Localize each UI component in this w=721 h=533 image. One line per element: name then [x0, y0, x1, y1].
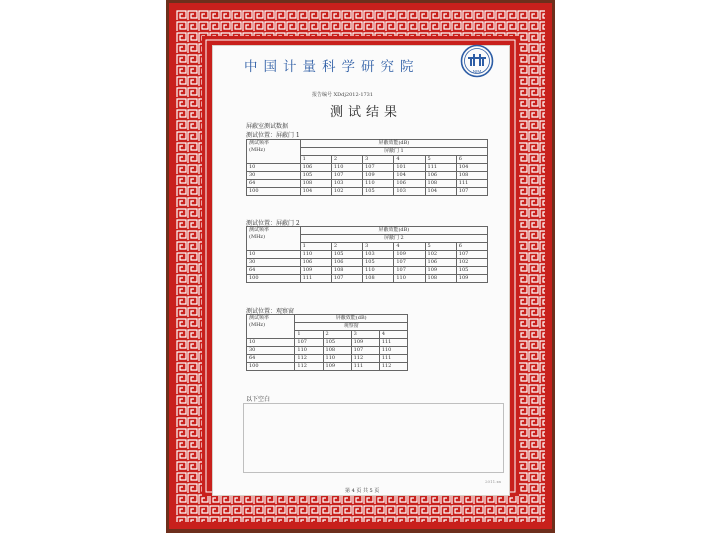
table-row: [247, 164, 488, 172]
value-cell: 107: [331, 275, 362, 283]
value-cell: 101: [394, 164, 425, 172]
value-cell: 108: [425, 180, 456, 188]
results-table-door-2: [246, 226, 488, 283]
value-cell: 109: [394, 251, 425, 259]
value-cell: 105: [300, 172, 331, 180]
value-cell: 112: [295, 363, 323, 371]
table-row: [247, 259, 488, 267]
value-cell: 107: [295, 339, 323, 347]
frequency-cell: 64: [247, 180, 301, 188]
column-number: 1: [300, 156, 331, 164]
column-number: 2: [331, 243, 362, 251]
value-cell: 106: [300, 259, 331, 267]
page-number: 第 4 页 共 5 页: [345, 488, 380, 494]
value-cell: 111: [351, 363, 379, 371]
shielding-effectiveness-header: 屏蔽效能(dB): [300, 140, 487, 148]
table-row: [247, 267, 488, 275]
table-row: [247, 172, 488, 180]
column-number: 3: [363, 156, 394, 164]
blank-area: [243, 403, 504, 473]
value-cell: 109: [300, 267, 331, 275]
table-row: [247, 188, 488, 196]
value-cell: 109: [456, 275, 487, 283]
value-cell: 106: [425, 259, 456, 267]
value-cell: 105: [363, 259, 394, 267]
report-number: 报告编号 XDdj2012-1731: [312, 92, 374, 98]
value-cell: 106: [394, 180, 425, 188]
value-cell: 111: [379, 339, 407, 347]
value-cell: 103: [363, 251, 394, 259]
column-number: 4: [394, 243, 425, 251]
value-cell: 112: [295, 355, 323, 363]
value-cell: 105: [323, 339, 351, 347]
value-cell: 106: [331, 259, 362, 267]
table-row: [247, 180, 488, 188]
frequency-cell: 10: [247, 339, 295, 347]
column-number: 4: [394, 156, 425, 164]
value-cell: 104: [456, 164, 487, 172]
value-cell: 105: [456, 267, 487, 275]
value-cell: 110: [295, 347, 323, 355]
value-cell: 108: [331, 267, 362, 275]
page-title: 测试结果: [330, 105, 403, 120]
frequency-header: 测试频率 (MHz): [247, 227, 301, 251]
value-cell: 103: [331, 180, 362, 188]
column-number: 2: [323, 331, 351, 339]
value-cell: 111: [379, 355, 407, 363]
value-cell: 102: [331, 188, 362, 196]
position-header: 屏蔽门 2: [300, 235, 487, 243]
value-cell: 108: [363, 275, 394, 283]
frequency-cell: 64: [247, 355, 295, 363]
value-cell: 110: [331, 164, 362, 172]
table-header-row: [247, 227, 488, 235]
value-cell: 104: [425, 188, 456, 196]
section-label: 测试位置：观察窗: [246, 308, 295, 315]
value-cell: 107: [456, 251, 487, 259]
value-cell: 112: [379, 363, 407, 371]
frequency-cell: 10: [247, 251, 301, 259]
value-cell: 110: [363, 267, 394, 275]
value-cell: 107: [394, 267, 425, 275]
column-number: 3: [363, 243, 394, 251]
frequency-cell: 64: [247, 267, 301, 275]
value-cell: 107: [331, 172, 362, 180]
column-number: 1: [295, 331, 323, 339]
results-table-window: [246, 314, 408, 371]
value-cell: 103: [394, 188, 425, 196]
frequency-cell: 100: [247, 363, 295, 371]
value-cell: 110: [363, 180, 394, 188]
table-row: [247, 355, 408, 363]
value-cell: 109: [363, 172, 394, 180]
column-number: 4: [379, 331, 407, 339]
header-line: 测试位置：屏蔽门 1: [246, 132, 300, 139]
value-cell: 104: [300, 188, 331, 196]
frequency-header: 测试频率 (MHz): [247, 140, 301, 164]
table-row: [247, 347, 408, 355]
value-cell: 102: [425, 251, 456, 259]
frequency-cell: 100: [247, 275, 301, 283]
value-cell: 111: [300, 275, 331, 283]
section-label: 测试位置：屏蔽门 2: [246, 220, 300, 227]
value-cell: 108: [323, 347, 351, 355]
value-cell: 105: [363, 188, 394, 196]
value-cell: 106: [300, 164, 331, 172]
value-cell: 111: [456, 180, 487, 188]
header-line: 屏蔽室测试数据: [246, 123, 289, 130]
institution-name: 中国计量科学研究院: [244, 59, 420, 75]
value-cell: 110: [300, 251, 331, 259]
column-number: 3: [351, 331, 379, 339]
column-number: 6: [456, 156, 487, 164]
value-cell: 105: [331, 251, 362, 259]
column-number: 2: [331, 156, 362, 164]
column-number: 5: [425, 156, 456, 164]
shielding-effectiveness-header: 屏蔽效能(dB): [300, 227, 487, 235]
value-cell: 108: [425, 275, 456, 283]
value-cell: 104: [394, 172, 425, 180]
position-header: 观察窗: [295, 323, 408, 331]
table-row: [247, 251, 488, 259]
svg-text:NIM: NIM: [472, 69, 482, 74]
value-cell: 106: [425, 172, 456, 180]
table-row: [247, 275, 488, 283]
value-cell: 107: [394, 259, 425, 267]
value-cell: 102: [456, 259, 487, 267]
frequency-cell: 30: [247, 347, 295, 355]
ending-note: 以下空白: [246, 396, 271, 403]
value-cell: 110: [323, 355, 351, 363]
position-header: 屏蔽门 1: [300, 148, 487, 156]
column-number: 1: [300, 243, 331, 251]
value-cell: 110: [394, 275, 425, 283]
shielding-effectiveness-header: 屏蔽效能(dB): [295, 315, 408, 323]
results-table-door-1: [246, 139, 488, 196]
value-cell: 109: [323, 363, 351, 371]
value-cell: 109: [425, 267, 456, 275]
column-number: 6: [456, 243, 487, 251]
nim-logo-icon: [460, 44, 494, 78]
value-cell: 107: [351, 347, 379, 355]
frequency-cell: 30: [247, 172, 301, 180]
frequency-cell: 10: [247, 164, 301, 172]
frequency-header: 测试频率 (MHz): [247, 315, 295, 339]
frequency-cell: 30: [247, 259, 301, 267]
value-cell: 110: [379, 347, 407, 355]
table-row: [247, 363, 408, 371]
value-cell: 111: [425, 164, 456, 172]
value-cell: 112: [351, 355, 379, 363]
value-cell: 107: [456, 188, 487, 196]
column-number: 5: [425, 243, 456, 251]
table-header-row: [247, 140, 488, 148]
frequency-cell: 100: [247, 188, 301, 196]
table-row: [247, 339, 408, 347]
form-code: 2011.xx: [485, 479, 501, 484]
value-cell: 107: [363, 164, 394, 172]
value-cell: 108: [300, 180, 331, 188]
value-cell: 108: [456, 172, 487, 180]
table-header-row: [247, 315, 408, 323]
value-cell: 109: [351, 339, 379, 347]
